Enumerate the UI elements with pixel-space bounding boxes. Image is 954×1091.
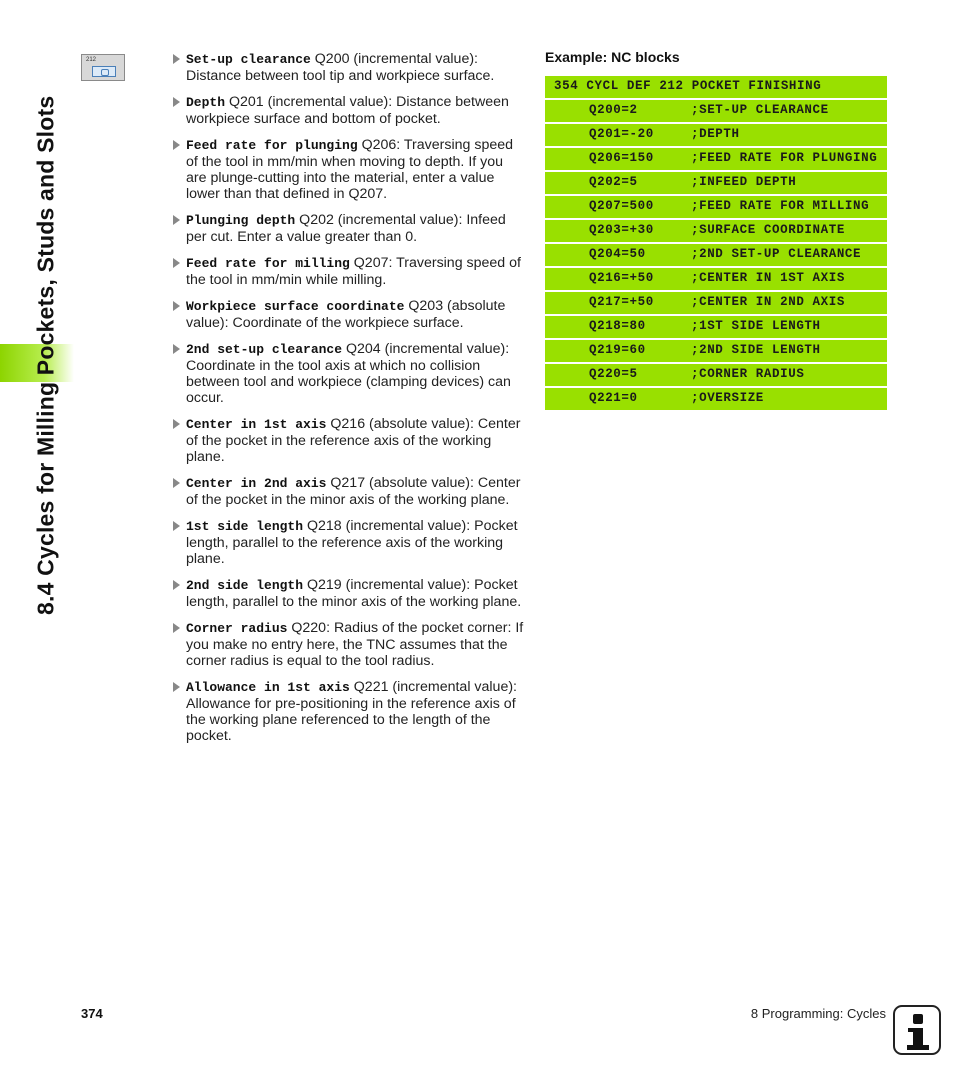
pocket-graphic-icon [92, 66, 116, 77]
nc-param-comment: ;1ST SIDE LENGTH [691, 319, 821, 333]
param-item [172, 255, 527, 288]
nc-header-text: 354 CYCL DEF 212 POCKET FINISHING [554, 79, 822, 93]
nc-param-value: Q220=5 [589, 367, 638, 381]
nc-param-value: Q217=+50 [589, 295, 654, 309]
param-description: Q203 (absolute value): Coordinate of the workpiece surface. [186, 298, 506, 331]
bullet-arrow-icon [173, 258, 180, 268]
param-keyword: Depth [186, 95, 226, 110]
nc-block-row [545, 292, 887, 314]
param-description: Q206: Traversing speed of the tool in mm/min when moving to depth. If you are plunge-cutting into the material, enter a value lower than that defined in Q207. [186, 137, 514, 202]
chapter-footer: 8 Programming: Cycles [750, 1006, 886, 1021]
param-item [172, 298, 527, 331]
bullet-arrow-icon [173, 682, 180, 692]
nc-block-row [545, 124, 887, 146]
nc-param-comment: ;2ND SET-UP CLEARANCE [691, 247, 862, 261]
nc-param-comment: ;INFEED DEPTH [691, 175, 797, 189]
param-item [172, 51, 527, 84]
param-description: Q201 (incremental value): Distance between workpiece surface and bottom of pocket. [186, 94, 509, 127]
nc-block-row [545, 244, 887, 266]
nc-block-row [545, 148, 887, 170]
nc-param-comment: ;SURFACE COORDINATE [691, 223, 845, 237]
nc-param-comment: ;2ND SIDE LENGTH [691, 343, 821, 357]
nc-param-comment: ;CENTER IN 2ND AXIS [691, 295, 845, 309]
param-description: Q202 (incremental value): Infeed per cut. Enter a value greater than 0. [186, 212, 506, 245]
bullet-arrow-icon [173, 301, 180, 311]
param-item [172, 94, 527, 127]
param-description: Q221 (incremental value): Allowance for pre-positioning in the reference axis of the working plane referenced to the length of the pocket. [186, 679, 518, 744]
param-description: Q216 (absolute value): Center of the pocket in the reference axis of the working plane. [186, 416, 521, 465]
nc-param-value: Q221=0 [589, 391, 638, 405]
param-item [172, 137, 527, 202]
param-keyword: 1st side length [186, 519, 304, 534]
param-description: Q217 (absolute value): Center of the pocket in the minor axis of the working plane. [186, 475, 521, 508]
nc-block-header [545, 76, 887, 98]
cycle-212-icon [81, 54, 125, 81]
bullet-arrow-icon [173, 580, 180, 590]
nc-param-comment: ;DEPTH [691, 127, 740, 141]
param-item [172, 475, 527, 508]
param-keyword: Feed rate for plunging [186, 138, 358, 153]
nc-param-comment: ;FEED RATE FOR MILLING [691, 199, 870, 213]
param-item [172, 679, 527, 744]
nc-param-value: Q219=60 [589, 343, 646, 357]
nc-block-listing [545, 76, 887, 412]
nc-block-row [545, 100, 887, 122]
bullet-arrow-icon [173, 521, 180, 531]
param-item [172, 620, 527, 669]
bullet-arrow-icon [173, 97, 180, 107]
param-description: Q220: Radius of the pocket corner: If you make no entry here, the TNC assumes that the corner radius is equal to the tool radius. [186, 620, 524, 669]
nc-param-value: Q200=2 [589, 103, 638, 117]
param-keyword: Corner radius [186, 621, 288, 636]
param-keyword: Allowance in 1st axis [186, 680, 350, 695]
nc-param-value: Q207=500 [589, 199, 654, 213]
page-number: 374 [81, 1006, 103, 1021]
nc-block-row [545, 388, 887, 410]
nc-param-value: Q204=50 [589, 247, 646, 261]
info-icon [893, 1005, 941, 1055]
nc-param-comment: ;OVERSIZE [691, 391, 764, 405]
bullet-arrow-icon [173, 54, 180, 64]
parameter-list [172, 51, 527, 754]
nc-param-comment: ;CENTER IN 1ST AXIS [691, 271, 845, 285]
example-title: Example: NC blocks [545, 49, 680, 65]
param-item [172, 341, 527, 406]
bullet-arrow-icon [173, 344, 180, 354]
cycle-icon-number: 212 [86, 57, 97, 63]
param-description: Q207: Traversing speed of the tool in mm/min while milling. [186, 255, 521, 288]
param-keyword: Center in 2nd axis [186, 476, 327, 491]
bullet-arrow-icon [173, 140, 180, 150]
bullet-arrow-icon [173, 623, 180, 633]
param-keyword: Plunging depth [186, 213, 296, 228]
nc-param-comment: ;CORNER RADIUS [691, 367, 805, 381]
nc-block-row [545, 316, 887, 338]
param-item [172, 212, 527, 245]
section-title: 8.4 Cycles for Milling Pockets, Studs and Slots [32, 95, 59, 615]
nc-block-row [545, 364, 887, 386]
param-item [172, 577, 527, 610]
nc-param-value: Q216=+50 [589, 271, 654, 285]
nc-block-row [545, 172, 887, 194]
param-keyword: Workpiece surface coordinate [186, 299, 405, 314]
param-description: Q219 (incremental value): Pocket length, parallel to the minor axis of the working plane. [186, 577, 522, 610]
nc-param-comment: ;SET-UP CLEARANCE [691, 103, 829, 117]
nc-param-value: Q218=80 [589, 319, 646, 333]
nc-param-value: Q202=5 [589, 175, 638, 189]
nc-param-value: Q201=-20 [589, 127, 654, 141]
param-description: Q218 (incremental value): Pocket length, parallel to the reference axis of the working plane. [186, 518, 518, 567]
bullet-arrow-icon [173, 419, 180, 429]
bullet-arrow-icon [173, 478, 180, 488]
param-keyword: Set-up clearance [186, 52, 311, 67]
param-item [172, 416, 527, 465]
param-description: Q204 (incremental value): Coordinate in the tool axis at which no collision between tool and workpiece (clamping devices) can occur. [186, 341, 511, 406]
nc-param-comment: ;FEED RATE FOR PLUNGING [691, 151, 878, 165]
section-title-vertical [22, 50, 70, 615]
nc-block-row [545, 268, 887, 290]
nc-block-row [545, 220, 887, 242]
param-description: Q200 (incremental value): Distance between tool tip and workpiece surface. [186, 51, 495, 84]
param-keyword: Center in 1st axis [186, 417, 327, 432]
nc-param-value: Q206=150 [589, 151, 654, 165]
nc-block-row [545, 196, 887, 218]
param-item [172, 518, 527, 567]
param-keyword: 2nd side length [186, 578, 304, 593]
param-keyword: Feed rate for milling [186, 256, 350, 271]
param-keyword: 2nd set-up clearance [186, 342, 343, 357]
nc-block-row [545, 340, 887, 362]
nc-param-value: Q203=+30 [589, 223, 654, 237]
bullet-arrow-icon [173, 215, 180, 225]
